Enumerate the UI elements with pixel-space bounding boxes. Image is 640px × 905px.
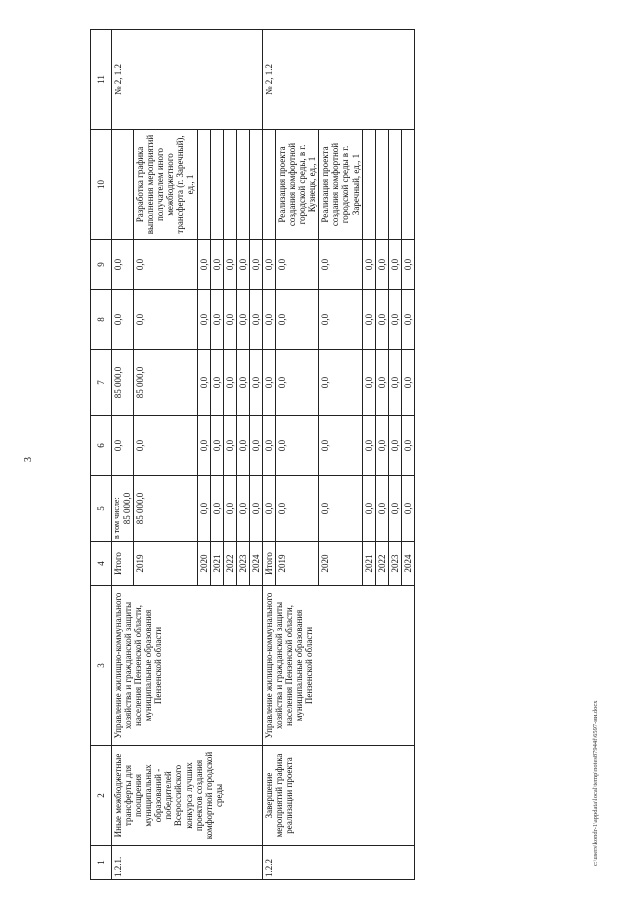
year-cell: 2019 — [275, 542, 318, 586]
indicator-cell — [362, 130, 375, 240]
indicator-cell — [236, 130, 249, 240]
header-cell: 9 — [91, 240, 112, 290]
table-row — [112, 30, 134, 880]
indicator-cell: Разработка графика выполнения мероприятий получателем иного межбюджетного трансферта (г. Заречный), ед., 1 — [134, 130, 197, 240]
other-cell: 0,0 — [388, 240, 401, 290]
local-cell: 0,0 — [401, 290, 414, 350]
regional-cell: 0,0 — [262, 350, 275, 416]
local-cell: 0,0 — [210, 290, 223, 350]
header-cell: 11 — [91, 30, 112, 130]
other-cell: 0,0 — [210, 240, 223, 290]
year-cell: 2024 — [249, 542, 262, 586]
total-cell — [112, 476, 134, 542]
other-cell: 0,0 — [197, 240, 210, 290]
regional-cell: 0,0 — [197, 350, 210, 416]
year-cell: 2022 — [223, 542, 236, 586]
local-cell: 0,0 — [236, 290, 249, 350]
header-cell: 10 — [91, 130, 112, 240]
reference-cell: № 2, 1.2 — [262, 30, 414, 130]
year-cell: 2021 — [362, 542, 375, 586]
header-cell: 7 — [91, 350, 112, 416]
total-cell: 0,0 — [249, 476, 262, 542]
year-cell: 2024 — [401, 542, 414, 586]
total-cell: 0,0 — [375, 476, 388, 542]
row-code: 1.2.2 — [262, 846, 414, 880]
year-cell: 2020 — [319, 542, 362, 586]
federal-cell: 0,0 — [275, 416, 318, 476]
regional-cell: 0,0 — [236, 350, 249, 416]
year-cell: 2019 — [134, 542, 197, 586]
federal-cell: 0,0 — [388, 416, 401, 476]
header-cell: 5 — [91, 476, 112, 542]
other-cell: 0,0 — [262, 240, 275, 290]
indicator-cell — [112, 130, 134, 240]
header-cell: 3 — [91, 586, 112, 746]
regional-cell: 0,0 — [319, 350, 362, 416]
local-cell: 0,0 — [275, 290, 318, 350]
table-body — [112, 30, 415, 880]
program-table — [90, 29, 415, 880]
regional-cell: 0,0 — [249, 350, 262, 416]
regional-cell: 0,0 — [362, 350, 375, 416]
local-cell: 0,0 — [388, 290, 401, 350]
other-cell: 0,0 — [375, 240, 388, 290]
total-value: 85 000,0 — [121, 492, 132, 525]
total-cell: 0,0 — [223, 476, 236, 542]
executor: Управление жилищно-коммунального хозяйства и гражданской защиты населения Пензенской области, муниципальные образования Пензенской области — [112, 586, 263, 746]
year-cell: 2023 — [236, 542, 249, 586]
regional-cell: 0,0 — [401, 350, 414, 416]
indicator-cell — [249, 130, 262, 240]
year-cell: 2023 — [388, 542, 401, 586]
reference-cell: № 2, 1.2 — [112, 30, 263, 130]
federal-cell: 0,0 — [210, 416, 223, 476]
regional-cell: 0,0 — [375, 350, 388, 416]
other-cell: 0,0 — [362, 240, 375, 290]
indicator-cell — [375, 130, 388, 240]
local-cell: 0,0 — [362, 290, 375, 350]
other-cell: 0,0 — [112, 240, 134, 290]
federal-cell: 0,0 — [223, 416, 236, 476]
regional-cell: 85 000,0 — [134, 350, 197, 416]
regional-cell: 85 000,0 — [112, 350, 134, 416]
total-cell: 0,0 — [319, 476, 362, 542]
year-cell: Итого — [112, 542, 134, 586]
federal-cell: 0,0 — [134, 416, 197, 476]
year-cell: Итого — [262, 542, 275, 586]
indicator-cell: Реализация проекта создания комфортной городской среды в г. Заречный, ед., 1 — [319, 130, 362, 240]
regional-cell: 0,0 — [223, 350, 236, 416]
local-cell: 0,0 — [319, 290, 362, 350]
measure-name: Иные межбюджетные трансферты для поощрения муниципальных образований - победителей Всероссийского конкурса лучших проектов создания комфортной городской среды — [112, 746, 263, 846]
other-cell: 0,0 — [236, 240, 249, 290]
total-cell: 0,0 — [236, 476, 249, 542]
header-cell: 6 — [91, 416, 112, 476]
federal-cell: 0,0 — [262, 416, 275, 476]
other-cell: 0,0 — [134, 240, 197, 290]
year-cell: 2022 — [375, 542, 388, 586]
indicator-cell — [210, 130, 223, 240]
federal-cell: 0,0 — [112, 416, 134, 476]
other-cell: 0,0 — [275, 240, 318, 290]
row-code: 1.2.1. — [112, 846, 263, 880]
total-cell: 85 000,0 — [134, 476, 197, 542]
header-cell: 8 — [91, 290, 112, 350]
local-cell: 0,0 — [197, 290, 210, 350]
other-cell: 0,0 — [223, 240, 236, 290]
rotated-table-wrapper — [90, 30, 630, 880]
other-cell: 0,0 — [249, 240, 262, 290]
total-cell: 0,0 — [388, 476, 401, 542]
total-cell: 0,0 — [275, 476, 318, 542]
file-path-footer: c:\users\kondr-1\appdata\local\temp\notes87944f\6597-ии.docx — [592, 700, 599, 866]
local-cell: 0,0 — [249, 290, 262, 350]
indicator-cell — [223, 130, 236, 240]
header-row — [91, 30, 112, 880]
federal-cell: 0,0 — [319, 416, 362, 476]
regional-cell: 0,0 — [275, 350, 318, 416]
total-cell: 0,0 — [210, 476, 223, 542]
year-cell: 2020 — [197, 542, 210, 586]
year-cell: 2021 — [210, 542, 223, 586]
federal-cell: 0,0 — [362, 416, 375, 476]
local-cell: 0,0 — [112, 290, 134, 350]
federal-cell: 0,0 — [236, 416, 249, 476]
regional-cell: 0,0 — [388, 350, 401, 416]
total-cell: 0,0 — [401, 476, 414, 542]
other-cell: 0,0 — [319, 240, 362, 290]
executor: Управление жилищно-коммунального хозяйства и гражданской защиты населения Пензенской области, муниципальные образования Пензенской области — [262, 586, 414, 746]
indicator-cell — [388, 130, 401, 240]
federal-cell: 0,0 — [249, 416, 262, 476]
local-cell: 0,0 — [134, 290, 197, 350]
regional-cell: 0,0 — [210, 350, 223, 416]
local-cell: 0,0 — [223, 290, 236, 350]
measure-name: Завершение мероприятий графика реализации проекта — [262, 746, 414, 846]
total-cell: 0,0 — [197, 476, 210, 542]
header-cell: 1 — [91, 846, 112, 880]
header-cell: 4 — [91, 542, 112, 586]
table-row — [262, 30, 275, 880]
total-cell: 0,0 — [362, 476, 375, 542]
indicator-cell — [262, 130, 275, 240]
local-cell: 0,0 — [375, 290, 388, 350]
federal-cell: 0,0 — [197, 416, 210, 476]
indicator-cell: Реализация проекта создания комфортной городской среды, в г. Кузнецк, ед., 1 — [275, 130, 318, 240]
col5-note: в том числе: — [112, 497, 121, 539]
total-cell: 0,0 — [262, 476, 275, 542]
page-number: 3 — [23, 457, 34, 462]
federal-cell: 0,0 — [375, 416, 388, 476]
local-cell: 0,0 — [262, 290, 275, 350]
indicator-cell — [401, 130, 414, 240]
indicator-cell — [197, 130, 210, 240]
federal-cell: 0,0 — [401, 416, 414, 476]
header-cell: 2 — [91, 746, 112, 846]
other-cell: 0,0 — [401, 240, 414, 290]
